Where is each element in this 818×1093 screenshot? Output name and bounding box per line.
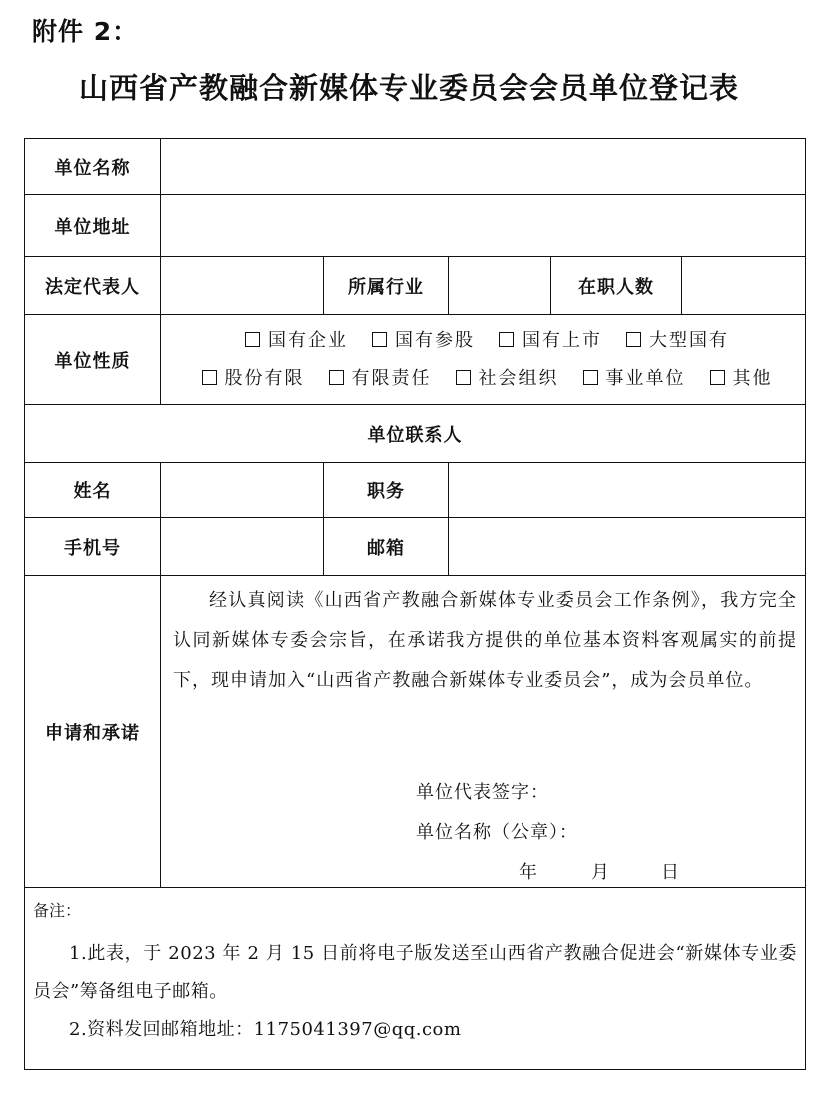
- nature-label: 单位性质: [25, 315, 161, 405]
- contact-section-label: 单位联系人: [25, 405, 806, 463]
- nature-options-row2: [161, 360, 805, 398]
- row-mobile: [25, 518, 806, 576]
- nature-option-label: 国有参股: [395, 329, 476, 351]
- mobile-field[interactable]: [161, 518, 324, 576]
- nature-option-row2-1[interactable]: [321, 368, 432, 389]
- nature-option-row1-3[interactable]: [618, 330, 729, 351]
- nature-options: [161, 315, 806, 405]
- nature-option-label: 事业单位: [605, 367, 686, 389]
- nature-option-row1-2[interactable]: [491, 330, 602, 351]
- row-notes: [25, 888, 806, 1070]
- employees-label: 在职人数: [551, 257, 682, 315]
- note-2: 2.资料发回邮箱地址：1175041397@qq.com: [69, 1019, 462, 1040]
- row-unit-address: [25, 195, 806, 257]
- row-contact-section: [25, 405, 806, 463]
- nature-option-label: 国有企业: [268, 329, 349, 351]
- pledge-label: 申请和承诺: [25, 576, 161, 888]
- email-label: 邮箱: [324, 518, 449, 576]
- position-label: 职务: [324, 463, 449, 518]
- attachment-label: 附件 2：: [32, 17, 139, 46]
- nature-option-label: 股份有限: [224, 367, 305, 389]
- notes-cell: [25, 888, 806, 1070]
- checkbox-icon[interactable]: [202, 370, 217, 385]
- name-field[interactable]: [161, 463, 324, 518]
- pledge-cell: [161, 576, 806, 888]
- registration-form: [24, 138, 806, 1070]
- row-name: [25, 463, 806, 518]
- employees-field[interactable]: [682, 257, 806, 315]
- checkbox-icon[interactable]: [626, 332, 641, 347]
- legal-rep-field[interactable]: [161, 257, 324, 315]
- nature-option-row2-0[interactable]: [194, 368, 305, 389]
- checkbox-icon[interactable]: [583, 370, 598, 385]
- date-month: 月: [591, 862, 610, 883]
- note-1: 1.此表，于 2023 年 2 月 15 日前将电子版发送至山西省产教融合促进会“新媒体专业委员会”筹备组电子邮箱。: [33, 943, 798, 1002]
- nature-options-row1: [161, 322, 805, 360]
- checkbox-icon[interactable]: [710, 370, 725, 385]
- unit-name-field[interactable]: [161, 139, 806, 195]
- nature-option-row2-2[interactable]: [448, 368, 559, 389]
- checkbox-icon[interactable]: [329, 370, 344, 385]
- notes-header: 备注：: [33, 901, 82, 920]
- date-year: 年: [519, 862, 538, 883]
- industry-label: 所属行业: [324, 257, 449, 315]
- checkbox-icon[interactable]: [456, 370, 471, 385]
- email-field[interactable]: [449, 518, 806, 576]
- name-label: 姓名: [25, 463, 161, 518]
- page-title: 山西省产教融合新媒体专业委员会会员单位登记表: [78, 71, 739, 105]
- row-unit-name: [25, 139, 806, 195]
- seal-label: 单位名称（公章）：: [416, 822, 578, 843]
- nature-option-label: 其他: [732, 367, 773, 389]
- row-unit-nature: [25, 315, 806, 405]
- nature-option-label: 有限责任: [351, 367, 432, 389]
- nature-option-label: 国有上市: [522, 329, 603, 351]
- date-day: 日: [661, 862, 680, 883]
- checkbox-icon[interactable]: [245, 332, 260, 347]
- checkbox-icon[interactable]: [372, 332, 387, 347]
- row-legal-rep: [25, 257, 806, 315]
- checkbox-icon[interactable]: [499, 332, 514, 347]
- nature-option-row1-0[interactable]: [237, 330, 348, 351]
- pledge-text: 经认真阅读《山西省产教融合新媒体专业委员会工作条例》，我方完全认同新媒体专委会宗旨，在承诺我方提供的单位基本资料客观属实的前提下，现申请加入“山西省产教融合新媒体专业委员会”，成为会员单位。: [173, 590, 798, 691]
- unit-address-field[interactable]: [161, 195, 806, 257]
- nature-option-row1-1[interactable]: [364, 330, 475, 351]
- mobile-label: 手机号: [25, 518, 161, 576]
- signature-label: 单位代表签字：: [416, 782, 549, 803]
- nature-option-row2-3[interactable]: [575, 368, 686, 389]
- nature-option-label: 大型国有: [649, 329, 730, 351]
- nature-option-label: 社会组织: [478, 367, 559, 389]
- industry-field[interactable]: [449, 257, 551, 315]
- unit-name-label: 单位名称: [25, 139, 161, 195]
- nature-option-row2-4[interactable]: [702, 368, 773, 389]
- unit-address-label: 单位地址: [25, 195, 161, 257]
- legal-rep-label: 法定代表人: [25, 257, 161, 315]
- row-pledge: [25, 576, 806, 888]
- position-field[interactable]: [449, 463, 806, 518]
